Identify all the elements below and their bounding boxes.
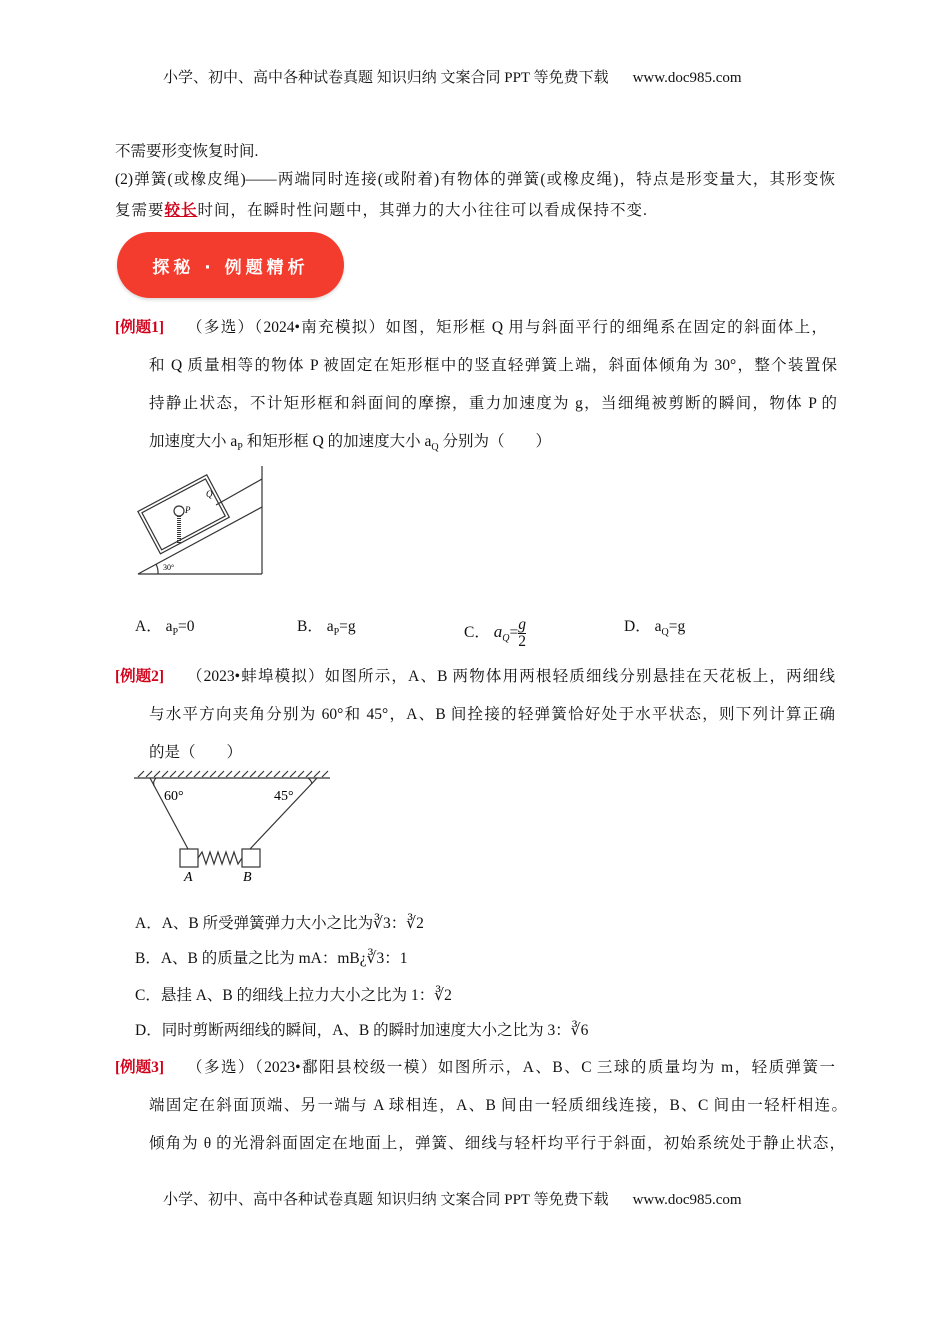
- question-text: 倾角为 θ 的光滑斜面固定在地面上，弹簧、细线与轻杆均平行于斜面，初始系统处于静止状态，: [149, 1135, 845, 1152]
- angle-45-label: 45°: [274, 789, 294, 804]
- footer-text: 小学、初中、高中各种试卷真题 知识归纳 文案合同 PPT 等免费下载 www.doc985.com: [163, 1192, 742, 1208]
- intro-line: 不需要形变恢复时间.: [115, 143, 259, 160]
- section-banner: 探秘 · 例题精析: [117, 232, 344, 298]
- option-a: A．A、B 所受弹簧弹力大小之比为∛3：∛2: [135, 915, 424, 932]
- question-text: 与水平方向夹角分别为 60°和 45°，A、B 间拴接的轻弹簧恰好处于水平状态，则下列计算正确: [149, 706, 835, 723]
- question-text: 的是（ ）: [149, 744, 243, 761]
- example-tag: [例题2]: [115, 668, 165, 685]
- question-text: （2023•蚌埠模拟）如图所示，A、B 两物体用两根轻质细线分别悬挂在天花板上，两细线: [187, 668, 835, 685]
- option-c: C．悬挂 A、B 的细线上拉力大小之比为 1：∛2: [135, 987, 452, 1004]
- incline-figure: [130, 462, 270, 580]
- option-b: B．A、B 的质量之比为 mA：mB¿∛3：1: [135, 950, 408, 967]
- question-text: （多选）（2023•鄱阳县校级一模）如图所示，A、B、C 三球的质量均为 m，轻质弹簧一: [187, 1059, 835, 1076]
- angle-label: 30°: [163, 563, 175, 572]
- question-text: 持静止状态，不计矩形框和斜面间的摩擦，重力加速度为 g，当细绳被剪断的瞬间，物体 P 的: [149, 395, 837, 412]
- intro-line: (2)弹簧(或橡皮绳)——两端同时连接(或附着)有物体的弹簧(或橡皮绳)，特点是形变量大，其形变恢: [115, 171, 835, 188]
- question-text: （多选）（2024•南充模拟）如图，矩形框 Q 用与斜面平行的细绳系在固定的斜面体上，: [187, 319, 827, 336]
- highlight: 较长: [164, 202, 198, 219]
- example-tag: [例题1]: [115, 319, 165, 336]
- option-d: D．同时剪断两细线的瞬间，A、B 的瞬时加速度大小之比为 3：∛6: [135, 1022, 589, 1039]
- label-q: Q: [206, 489, 213, 499]
- question-text: 加速度大小 $a_P$ 和矩形框 Q 的加速度大小 $a_Q$ 分别为（ ）: [149, 433, 552, 454]
- question-text: 和 Q 质量相等的物体 P 被固定在矩形框中的竖直轻弹簧上端，斜面体倾角为 30°，整个装置保: [149, 357, 837, 374]
- angle-60-label: 60°: [164, 789, 184, 804]
- option-d: D． $a_Q=g$: [624, 618, 686, 639]
- question-text: 端固定在斜面顶端、另一端与 A 球相连，A、B 间由一轻质细线连接，B、C 间由一轻杆相连。: [149, 1097, 847, 1114]
- option-a: A． $a_P=0$: [135, 618, 195, 639]
- option-b: B． $a_P=g$: [297, 618, 356, 639]
- intro-line: 复需要较长时间，在瞬时性问题中，其弹力的大小往往可以看成保持不变.: [115, 202, 648, 219]
- example-tag: [例题3]: [115, 1059, 165, 1076]
- header-text: 小学、初中、高中各种试卷真题 知识归纳 文案合同 PPT 等免费下载 www.doc985.com: [163, 70, 742, 86]
- label-p: P: [185, 505, 191, 515]
- option-c: C． $a_Q=$ $\frac{g}{2}$: [464, 616, 526, 650]
- label-b: B: [243, 870, 252, 885]
- spring-figure: [132, 770, 332, 885]
- label-a: A: [184, 870, 193, 885]
